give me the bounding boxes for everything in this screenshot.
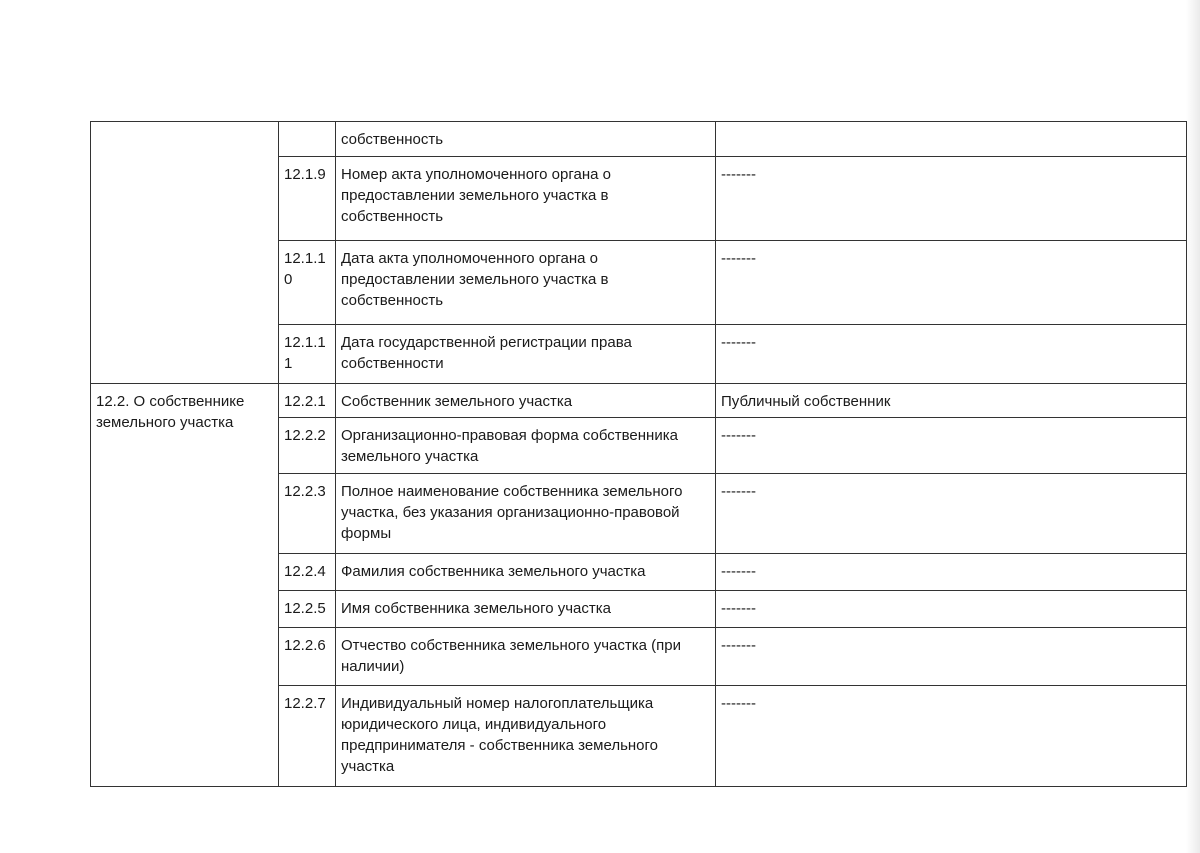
row-value: ------- bbox=[716, 591, 1187, 628]
row-code: 12.2.7 bbox=[279, 686, 336, 787]
row-value: Публичный собственник bbox=[716, 384, 1187, 418]
row-value: ------- bbox=[716, 325, 1187, 384]
row-code bbox=[279, 122, 336, 157]
row-label: Дата акта уполномоченного органа о предоставлении земельного участка в собственность bbox=[336, 241, 716, 325]
row-value: ------- bbox=[716, 686, 1187, 787]
row-value bbox=[716, 122, 1187, 157]
row-code: 12.1.9 bbox=[279, 157, 336, 241]
section-cell-12-1-continued bbox=[91, 122, 279, 384]
row-label: Индивидуальный номер налогоплательщика юридического лица, индивидуального предпринимателя - собственника земельного участка bbox=[336, 686, 716, 787]
section-title-12-2: 12.2. О собственнике земельного участка bbox=[91, 384, 279, 787]
row-value: ------- bbox=[716, 554, 1187, 591]
row-code: 12.2.4 bbox=[279, 554, 336, 591]
row-code: 12.2.6 bbox=[279, 628, 336, 686]
row-value: ------- bbox=[716, 474, 1187, 554]
row-label: Имя собственника земельного участка bbox=[336, 591, 716, 628]
row-value: ------- bbox=[716, 628, 1187, 686]
land-plot-info-table bbox=[90, 121, 1187, 787]
row-label: Организационно-правовая форма собственника земельного участка bbox=[336, 418, 716, 474]
row-code: 12.2.3 bbox=[279, 474, 336, 554]
scan-shadow bbox=[1186, 0, 1200, 853]
row-value: ------- bbox=[716, 418, 1187, 474]
row-code: 12.1.11 bbox=[279, 325, 336, 384]
row-label: Дата государственной регистрации права собственности bbox=[336, 325, 716, 384]
row-label: Отчество собственника земельного участка (при наличии) bbox=[336, 628, 716, 686]
row-label: собственность bbox=[336, 122, 716, 157]
row-code: 12.1.10 bbox=[279, 241, 336, 325]
row-label: Фамилия собственника земельного участка bbox=[336, 554, 716, 591]
row-value: ------- bbox=[716, 157, 1187, 241]
table-row bbox=[91, 384, 1187, 418]
row-code: 12.2.1 bbox=[279, 384, 336, 418]
row-label: Собственник земельного участка bbox=[336, 384, 716, 418]
table-row bbox=[91, 122, 1187, 157]
row-code: 12.2.2 bbox=[279, 418, 336, 474]
row-label: Номер акта уполномоченного органа о предоставлении земельного участка в собственность bbox=[336, 157, 716, 241]
row-label: Полное наименование собственника земельного участка, без указания организационно-правовой формы bbox=[336, 474, 716, 554]
row-value: ------- bbox=[716, 241, 1187, 325]
row-code: 12.2.5 bbox=[279, 591, 336, 628]
